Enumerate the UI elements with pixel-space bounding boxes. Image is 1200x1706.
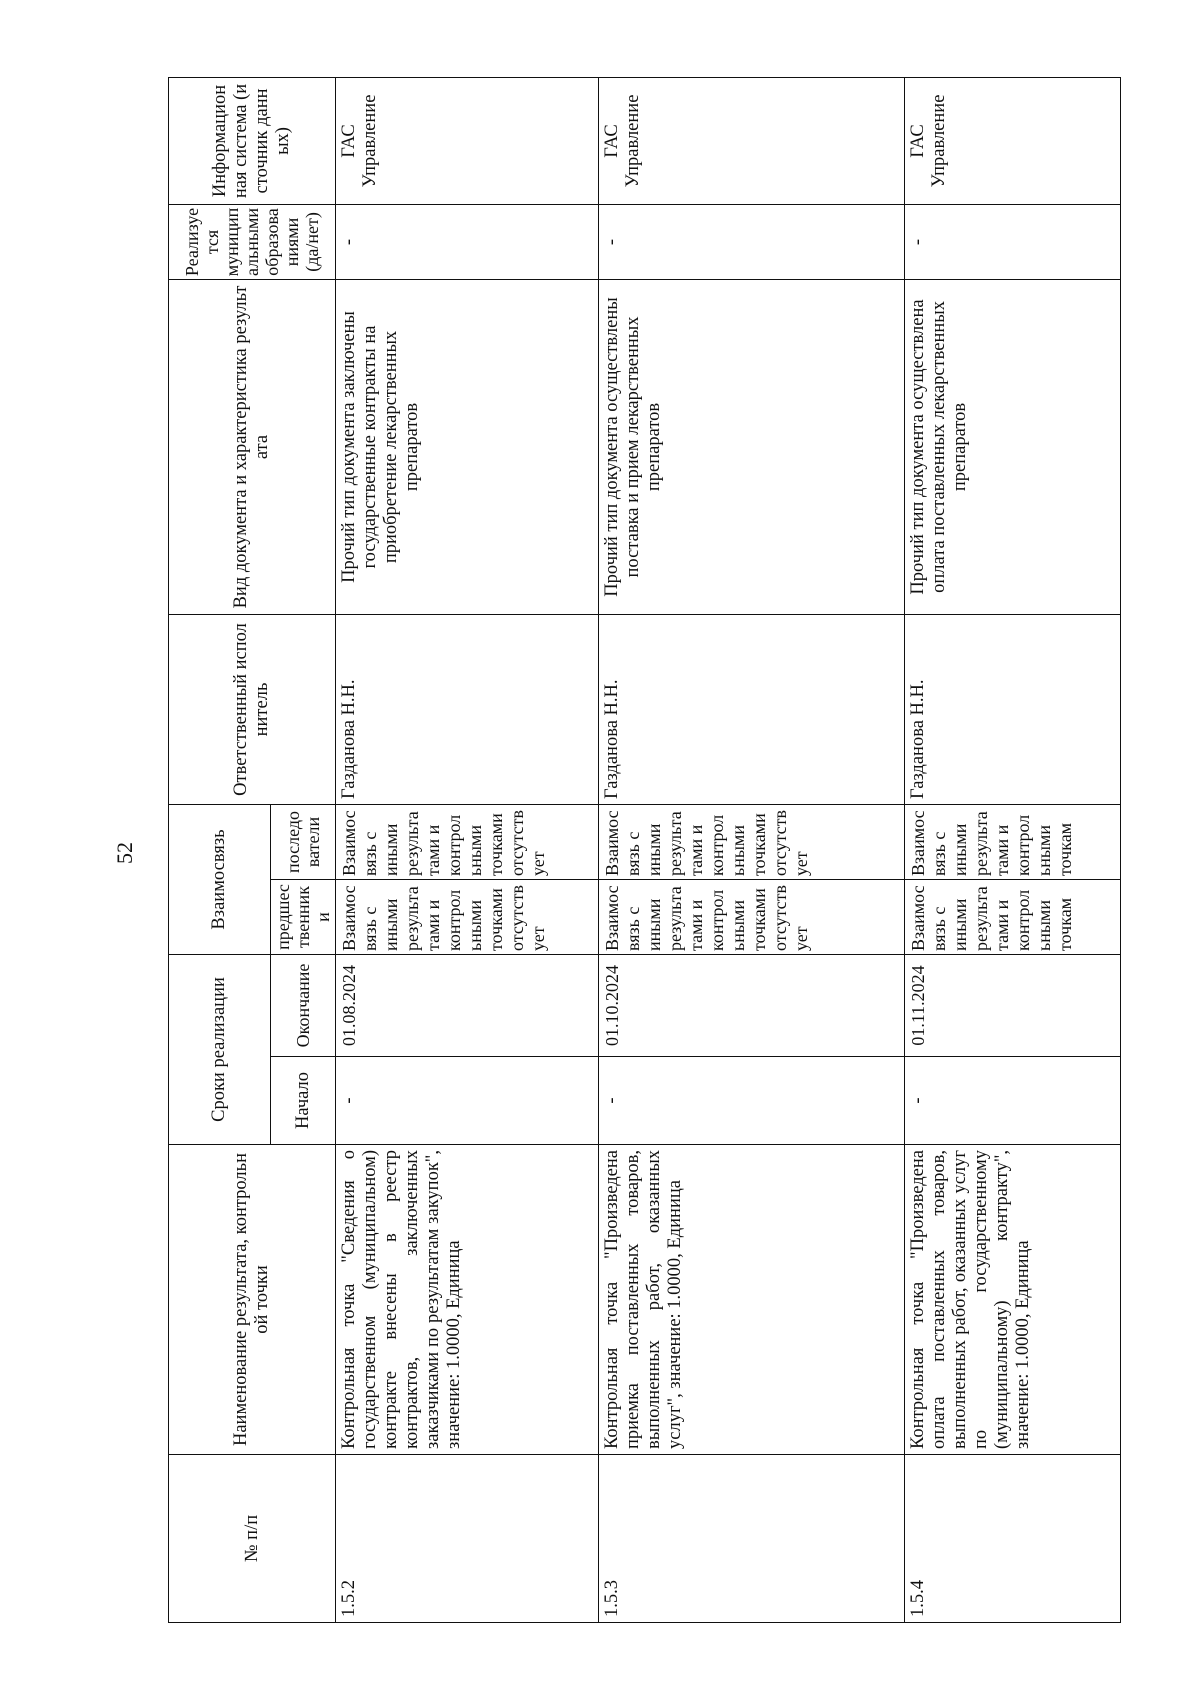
row-num: 1.5.3 [598,1455,904,1623]
row-start: - [598,1057,904,1145]
row-end: 01.08.2024 [336,955,599,1057]
row-municipal: - [904,204,1120,279]
header-predecessors: предшественники [271,880,336,955]
row-responsible: Газданова Н.Н. [904,614,1120,804]
header-end: Окончание [271,955,336,1057]
row-start: - [336,1057,599,1145]
row-doc-type: Прочий тип документа осуществлена оплата поставленных лекарственных препаратов [904,279,1120,614]
row-municipal: - [598,204,904,279]
row-num: 1.5.2 [336,1455,599,1623]
row-successors: Взаимосвязь с иными результатами и контрольными точками отсутствует [336,804,599,879]
row-name: Контрольная точка "Произведена оплата поставленных товаров, выполненных работ, оказанных услуг по государственному (муниципальному) контракту", значение: 1.0000, Единица [904,1145,1120,1455]
header-name: Наименование результата, контрольной точки [169,1145,336,1455]
table-row [904,77,1120,1622]
header-num: № п/п [169,1455,336,1623]
row-end: 01.10.2024 [598,955,904,1057]
row-start: - [904,1057,1120,1145]
header-successors: последователи [271,804,336,879]
row-successors: Взаимосвязь с иными результатами и контрольными точками отсутствует [598,804,904,879]
row-predecessors: Взаимосвязь с иными результатами и контрольными точками отсутствует [598,880,904,955]
row-predecessors: Взаимосвязь с иными результатами и контрольными точками отсутствует [336,880,599,955]
row-responsible: Газданова Н.Н. [336,614,599,804]
header-responsible: Ответственный исполнитель [169,614,336,804]
header-relation: Взаимосвязь [169,804,271,954]
row-info-system: ГАС Управление [598,77,904,204]
row-successors: Взаимосвязь с иными результатами и контрольными точкам [904,804,1120,879]
row-info-system: ГАС Управление [904,77,1120,204]
table-row [336,77,599,1622]
control-points-table [168,77,1121,1623]
row-name: Контрольная точка "Произведена приемка поставленных товаров, выполненных работ, оказанных услуг", значение: 1.0000, Единица [598,1145,904,1455]
row-doc-type: Прочий тип документа осуществлены поставка и прием лекарственных препаратов [598,279,904,614]
table-row [598,77,904,1622]
row-municipal: - [336,204,599,279]
row-info-system: ГАС Управление [336,77,599,204]
header-municipal: Реализуется муниципальными образованиями (да/нет) [169,204,336,279]
header-start: Начало [271,1057,336,1145]
page-number: 52 [112,842,137,864]
rotated-table-container [168,78,1121,1623]
header-terms: Сроки реализации [169,955,271,1145]
header-info-system: Информационная система (источник данных) [169,77,336,204]
row-name: Контрольная точка "Сведения о государственном (муниципальном) контракте внесены в реестр контрактов, заключенных заказчиками по результатам закупок", значение: 1.0000, Единица [336,1145,599,1455]
row-predecessors: Взаимосвязь с иными результатами и контрольными точкам [904,880,1120,955]
row-responsible: Газданова Н.Н. [598,614,904,804]
row-doc-type: Прочий тип документа заключены государственные контракты на приобретение лекарственных препаратов [336,279,599,614]
row-num: 1.5.4 [904,1455,1120,1623]
row-end: 01.11.2024 [904,955,1120,1057]
header-doc-type: Вид документа и характеристика результата [169,279,336,614]
